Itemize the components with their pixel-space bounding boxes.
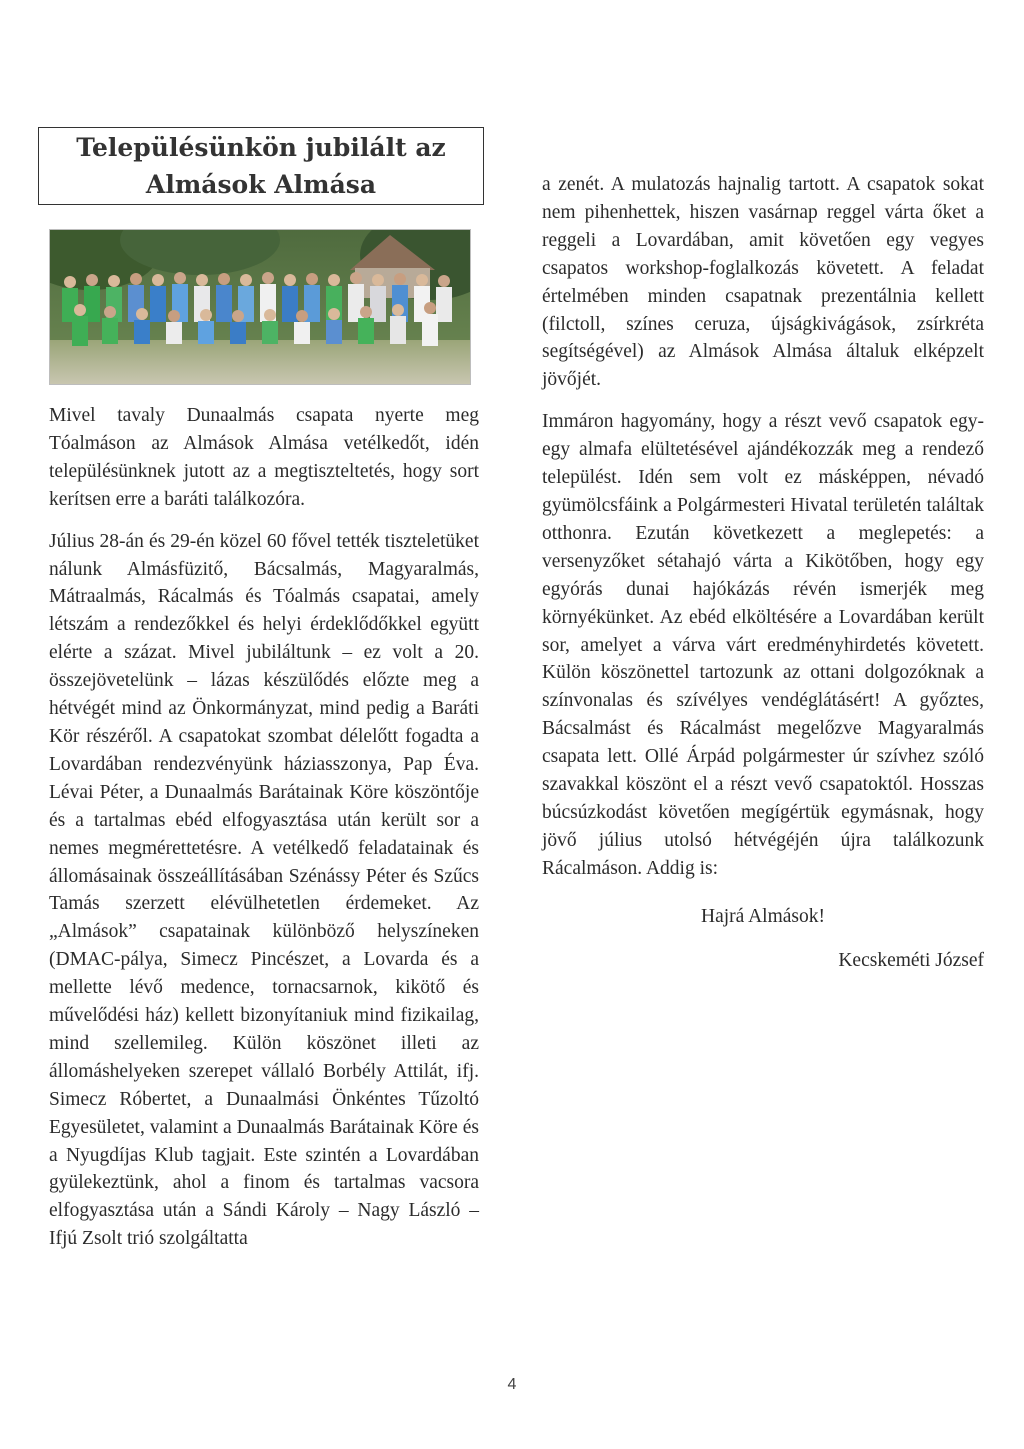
group-photo-icon <box>50 230 470 384</box>
paragraph: Immáron hagyomány, hogy a részt vevő csapatok egy-egy almafa elültetésével ajándékozzák meg a rendező települést. Idén sem volt ez másképpen, névadó gyümölcsfáink a Polgármesteri Hivatal területén találtak otthonra. Ezután következett a meglepetés: a versenyzőket sétahajó várta a Kikötőben, hogy egy egyórás dunai hajókázás révén ismerjék meg környékünket. Az ebéd elköltésére a Lovardában került sor, amelyet a várva várt eredményhirdetés követett. Külön köszönettel tartozunk az ottani dolgozóknak a színvonalas és szívélyes vendéglátásért! A győztes, Bácsalmást és Rácalmást megelőzve Magyaralmás csapata lett. Ollé Árpád polgármester úr szívhez szóló szavakkal köszönt el a részt vevő csapatoktól. Hosszas búcsúzkodást követően megígértük egymásnak, hogy jövő július utolsó hétvégéjén újra találkozunk Rácalmáson. Addig is: <box>542 411 984 879</box>
closing-line: Hajrá Almások! <box>700 905 825 927</box>
article-title-box <box>38 127 484 205</box>
left-column <box>49 402 479 1267</box>
group-photo <box>49 229 471 385</box>
article-title: Településünkön jubilált az Almások Almása <box>76 133 446 199</box>
paragraph: Július 28-án és 29-én közel 60 fővel tették tiszteletüket nálunk Almásfüzitő, Bácsalmás, Magyaralmás, Mátraalmás, Rácalmás és Tóalmás csapatai, amely létszám a rendezőkkel és helyi érdeklődőkkel együtt elérte a százat. Mivel jubiláltunk – ez volt a 20. összejövetelünk – lázas készülődés előzte meg a hétvégét mind az Önkormányzat, mind pedig a Baráti Kör részéről. A csapatokat szombat délelőtt fogadta a Lovardában rendezvényünk háziasszonya, Pap Éva. Lévai Péter, a Dunaalmás Barátainak Köre köszöntője és a tartalmas ebéd elfogyasztása után került sor a nemes megmérettetésre. A vetélkedő feladatainak és állomásainak összeállításában Szénássy Péter és Szűcs Tamás szerzett elévülhetetlen érdemeket. Az „Almások” csapatainak különböző helyszíneken (DMAC-pálya, Simecz Pincészet, a Lovarda és a mellette lévő medence, tornacsarnok, kikötő és művelődési ház) kellett bizonyítaniuk mind fizikailag, mind szellemileg. Külön köszönet illeti az állomáshelyeken szerepet vállaló Borbély Attilát, ifj. Simecz Róbertet, a Dunaalmási Önkéntes Tűzoltó Egyesületet, valamint a Dunaalmás Barátainak Köre és a Nyugdíjas Klub tagjait. Este szintén a Lovardában gyülekeztünk, ahol a finom és tartalmas vacsora elfogyasztása után a Sándi Károly – Nagy László – Ifjú Zsolt trió szolgáltatta <box>49 530 479 1250</box>
paragraph: Mivel tavaly Dunaalmás csapata nyerte meg Tóalmáson az Almások Almása vetélkedőt, idén településünknek jutott az a megtiszteltetés, hogy sort kerítsen erre a baráti találkozóra. <box>49 405 479 510</box>
page-number: 4 <box>507 1376 517 1393</box>
author-signature: Kecskeméti József <box>838 949 984 971</box>
right-column <box>542 171 984 988</box>
paragraph: a zenét. A mulatozás hajnalig tartott. A csapatok sokat nem pihenhettek, hiszen vasárnap reggel várta őket a reggeli a Lovardában, amit követően egy vegyes csapatos workshop-foglalkozás követett. A feladat értelmében minden csapatnak prezentálnia kellett (filctoll, színes ceruza, újságkivágások, zsírkréta segítségével) az Almások Almása általuk elképzelt jövőjét. <box>542 174 984 391</box>
